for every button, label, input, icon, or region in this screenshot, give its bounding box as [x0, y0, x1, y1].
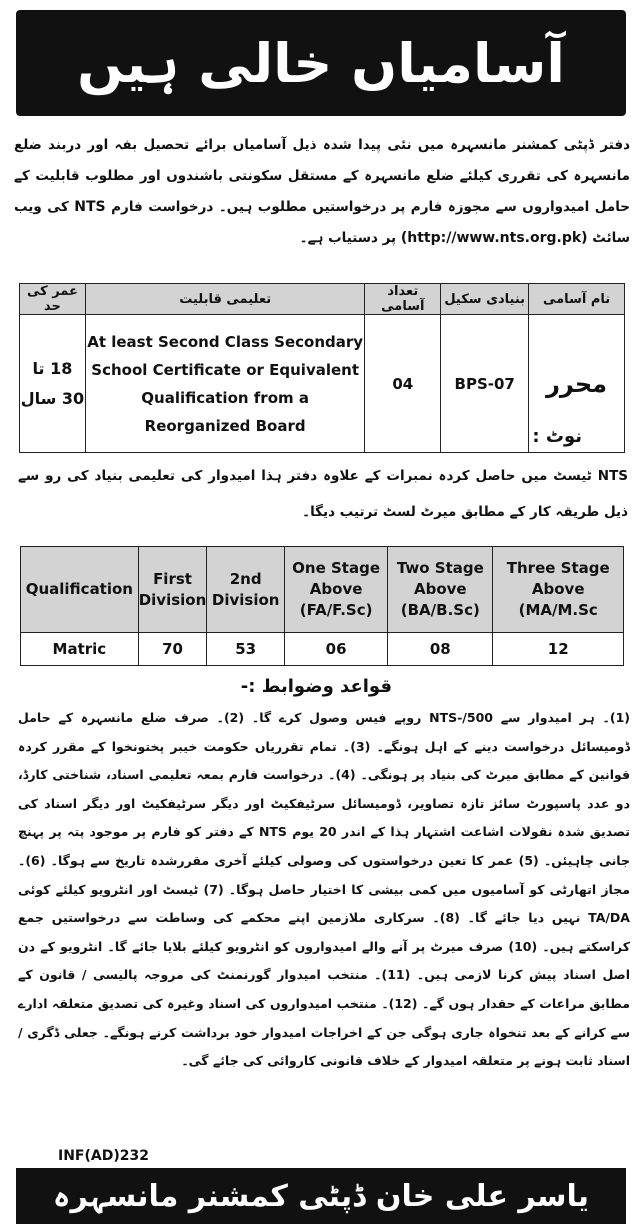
- rules-part-2: روپے فیس وصول کرے گا۔ (2)۔ صرف ضلع مانسہرہ کے حامل ڈومیسائل درخواست دینے کے اہل ہونگے۔ (3)۔ تمام تقرریاں حکومت خیبر پختونخوا کے مقرر کردہ قوانین کے مطابق میرٹ کی بنیاد پر ہونگی۔ (4)۔ درخواست فارم بمعہ تعلیمی اسناد، شناختی کارڈ، دو عدد پاسپورٹ سائز تازہ تصاویر، ڈومیسائل سرٹیفکیٹ اور دیگر سرٹیفکیٹ اور دیگر اسناد کی تصدیق شدہ نقولات اشاعت اشتہار ہذا کے اندر 20 یوم: [18, 710, 630, 840]
- note-title: نوٹ :: [532, 426, 582, 447]
- rules-part-4: نہیں دیا جائے گا۔ (8)۔ سرکاری ملازمین اپنے محکمے کی وساطت سے درخواستیں جمع کراسکتے ہیں۔ (10) صرف میرٹ پر آنے والے امیدواروں کو انٹرویو کیلئے بلایا جائے گا۔ انٹرویو کے دن اصل اسناد پیش کرنا لازمی ہیں۔ (11)۔ منتخب امیدوار گورنمنٹ کی مروجہ پالیسی / قانون کے مطابق مراعات کے حقدار ہوں گے۔ (12)۔ منتخب امیدواروں کی اسناد وغیرہ کی تصدیق متعلقہ ادارے سے کرانے کے بعد تنخواہ جاری ہوگی جن کے اخراجات امیدوار خود برداشت کرنے ہونگے۔ جعلی ڈگری / اسناد ثابت ہونے پر متعلقہ امیدوار کے خلاف قانونی کاروائی کی جائے گی۔: [18, 910, 630, 1069]
- rules-tada: TA/DA: [588, 910, 630, 926]
- note-nts: NTS: [597, 468, 628, 484]
- header-scale: بنیادی سکیل: [441, 284, 529, 315]
- cell-count: 04: [365, 315, 441, 453]
- table-row: [21, 633, 624, 666]
- intro-nts: NTS: [74, 199, 106, 215]
- rules-part-3: کے دفتر کو فارم پر موجود پتہ پر پہنچ جانی چاہیئں۔ (5) عمر کا تعین درخواستوں کی وصولی کیلئے آخری مقررشدہ تاریخ سے ہوگا۔ (6)۔ مجاز اتھارٹی کو آسامیوں میں کمی بیشی کا اختیار حاصل ہوگا۔ (7) ٹیسٹ اور انٹرویو کیلئے کوئی: [18, 824, 630, 897]
- header-qualification: تعلیمی قابلیت: [85, 284, 364, 315]
- merit-header-second: 2nd Division: [207, 547, 285, 633]
- merit-cell-one-stage: 06: [285, 633, 388, 666]
- rules-part-1: (1)۔ ہر امیدوار سے: [500, 710, 631, 725]
- merit-header-two-stage: Two Stage Above (BA/B.Sc): [388, 547, 493, 633]
- merit-header-qualification: Qualification: [21, 547, 139, 633]
- intro-text-middle: کی ویب سائٹ: [14, 199, 630, 246]
- age-line-2: 30 سال: [20, 388, 85, 408]
- rules-title: قواعد وضوابط :-: [240, 676, 392, 697]
- rules-fee: NTS-/500: [429, 710, 493, 725]
- header-count: تعداد آسامی: [365, 284, 441, 315]
- cell-scale: BPS-07: [441, 315, 529, 453]
- posts-header-row: [20, 284, 625, 315]
- merit-cell-second: 53: [207, 633, 285, 666]
- rules-paragraph: [18, 704, 630, 1076]
- merit-header-one-stage: One Stage Above (FA/F.Sc): [285, 547, 388, 633]
- merit-cell-qualification: Matric: [21, 633, 139, 666]
- header-banner: [16, 10, 626, 116]
- merit-cell-two-stage: 08: [388, 633, 493, 666]
- merit-cell-three-stage: 12: [493, 633, 624, 666]
- footer-signature: یاسر علی خان ڈپٹی کمشنر مانسہرہ: [52, 1178, 590, 1214]
- note-text: ٹیسٹ میں حاصل کردہ نمبرات کے علاوہ دفتر ہذا امیدوار کی تعلیمی بنیاد کی رو سے ذیل طریقہ کار کے مطابق میرٹ لسٹ ترتیب دیگا۔: [18, 468, 628, 520]
- merit-header-three-stage: Three Stage Above (MA/M.Sc: [493, 547, 624, 633]
- merit-header-first: First Division: [138, 547, 207, 633]
- intro-website: (http://www.nts.org.pk): [400, 230, 588, 246]
- merit-table: [20, 546, 624, 666]
- cell-post-name: محرر: [529, 315, 625, 453]
- intro-paragraph: [14, 130, 630, 254]
- rules-nts: NTS: [258, 824, 287, 840]
- cell-qualification: At least Second Class Secondary School Certificate or Equivalent Qualification from a Reorganized Board: [85, 315, 364, 453]
- header-age: عمر کی حد: [20, 284, 86, 315]
- footer-banner: [16, 1168, 626, 1224]
- intro-text-after: پر دستیاب ہے۔: [299, 230, 397, 246]
- age-line-1: 18 تا: [32, 358, 73, 378]
- banner-title: آسامیاں خالی ہیں: [77, 31, 565, 95]
- merit-cell-first: 70: [138, 633, 207, 666]
- note-paragraph: [18, 458, 628, 530]
- reference-code: INF(AD)232: [58, 1148, 149, 1164]
- header-post-name: نام آسامی: [529, 284, 625, 315]
- cell-age: [20, 315, 86, 453]
- intro-text-before: دفتر ڈپٹی کمشنر مانسہرہ میں نئی پیدا شدہ ذیل آسامیاں برائے تحصیل بفہ اور دربند ضلع مانسہرہ کی تقرری کیلئے ضلع مانسہرہ کے مستقل سکونتی باشندوں اور مطلوب قابلیت کے حامل امیدواروں سے مجوزہ فارم پر درخواستیں مطلوب ہیں۔ درخواست فارم: [14, 137, 631, 215]
- merit-header-row: [21, 547, 624, 633]
